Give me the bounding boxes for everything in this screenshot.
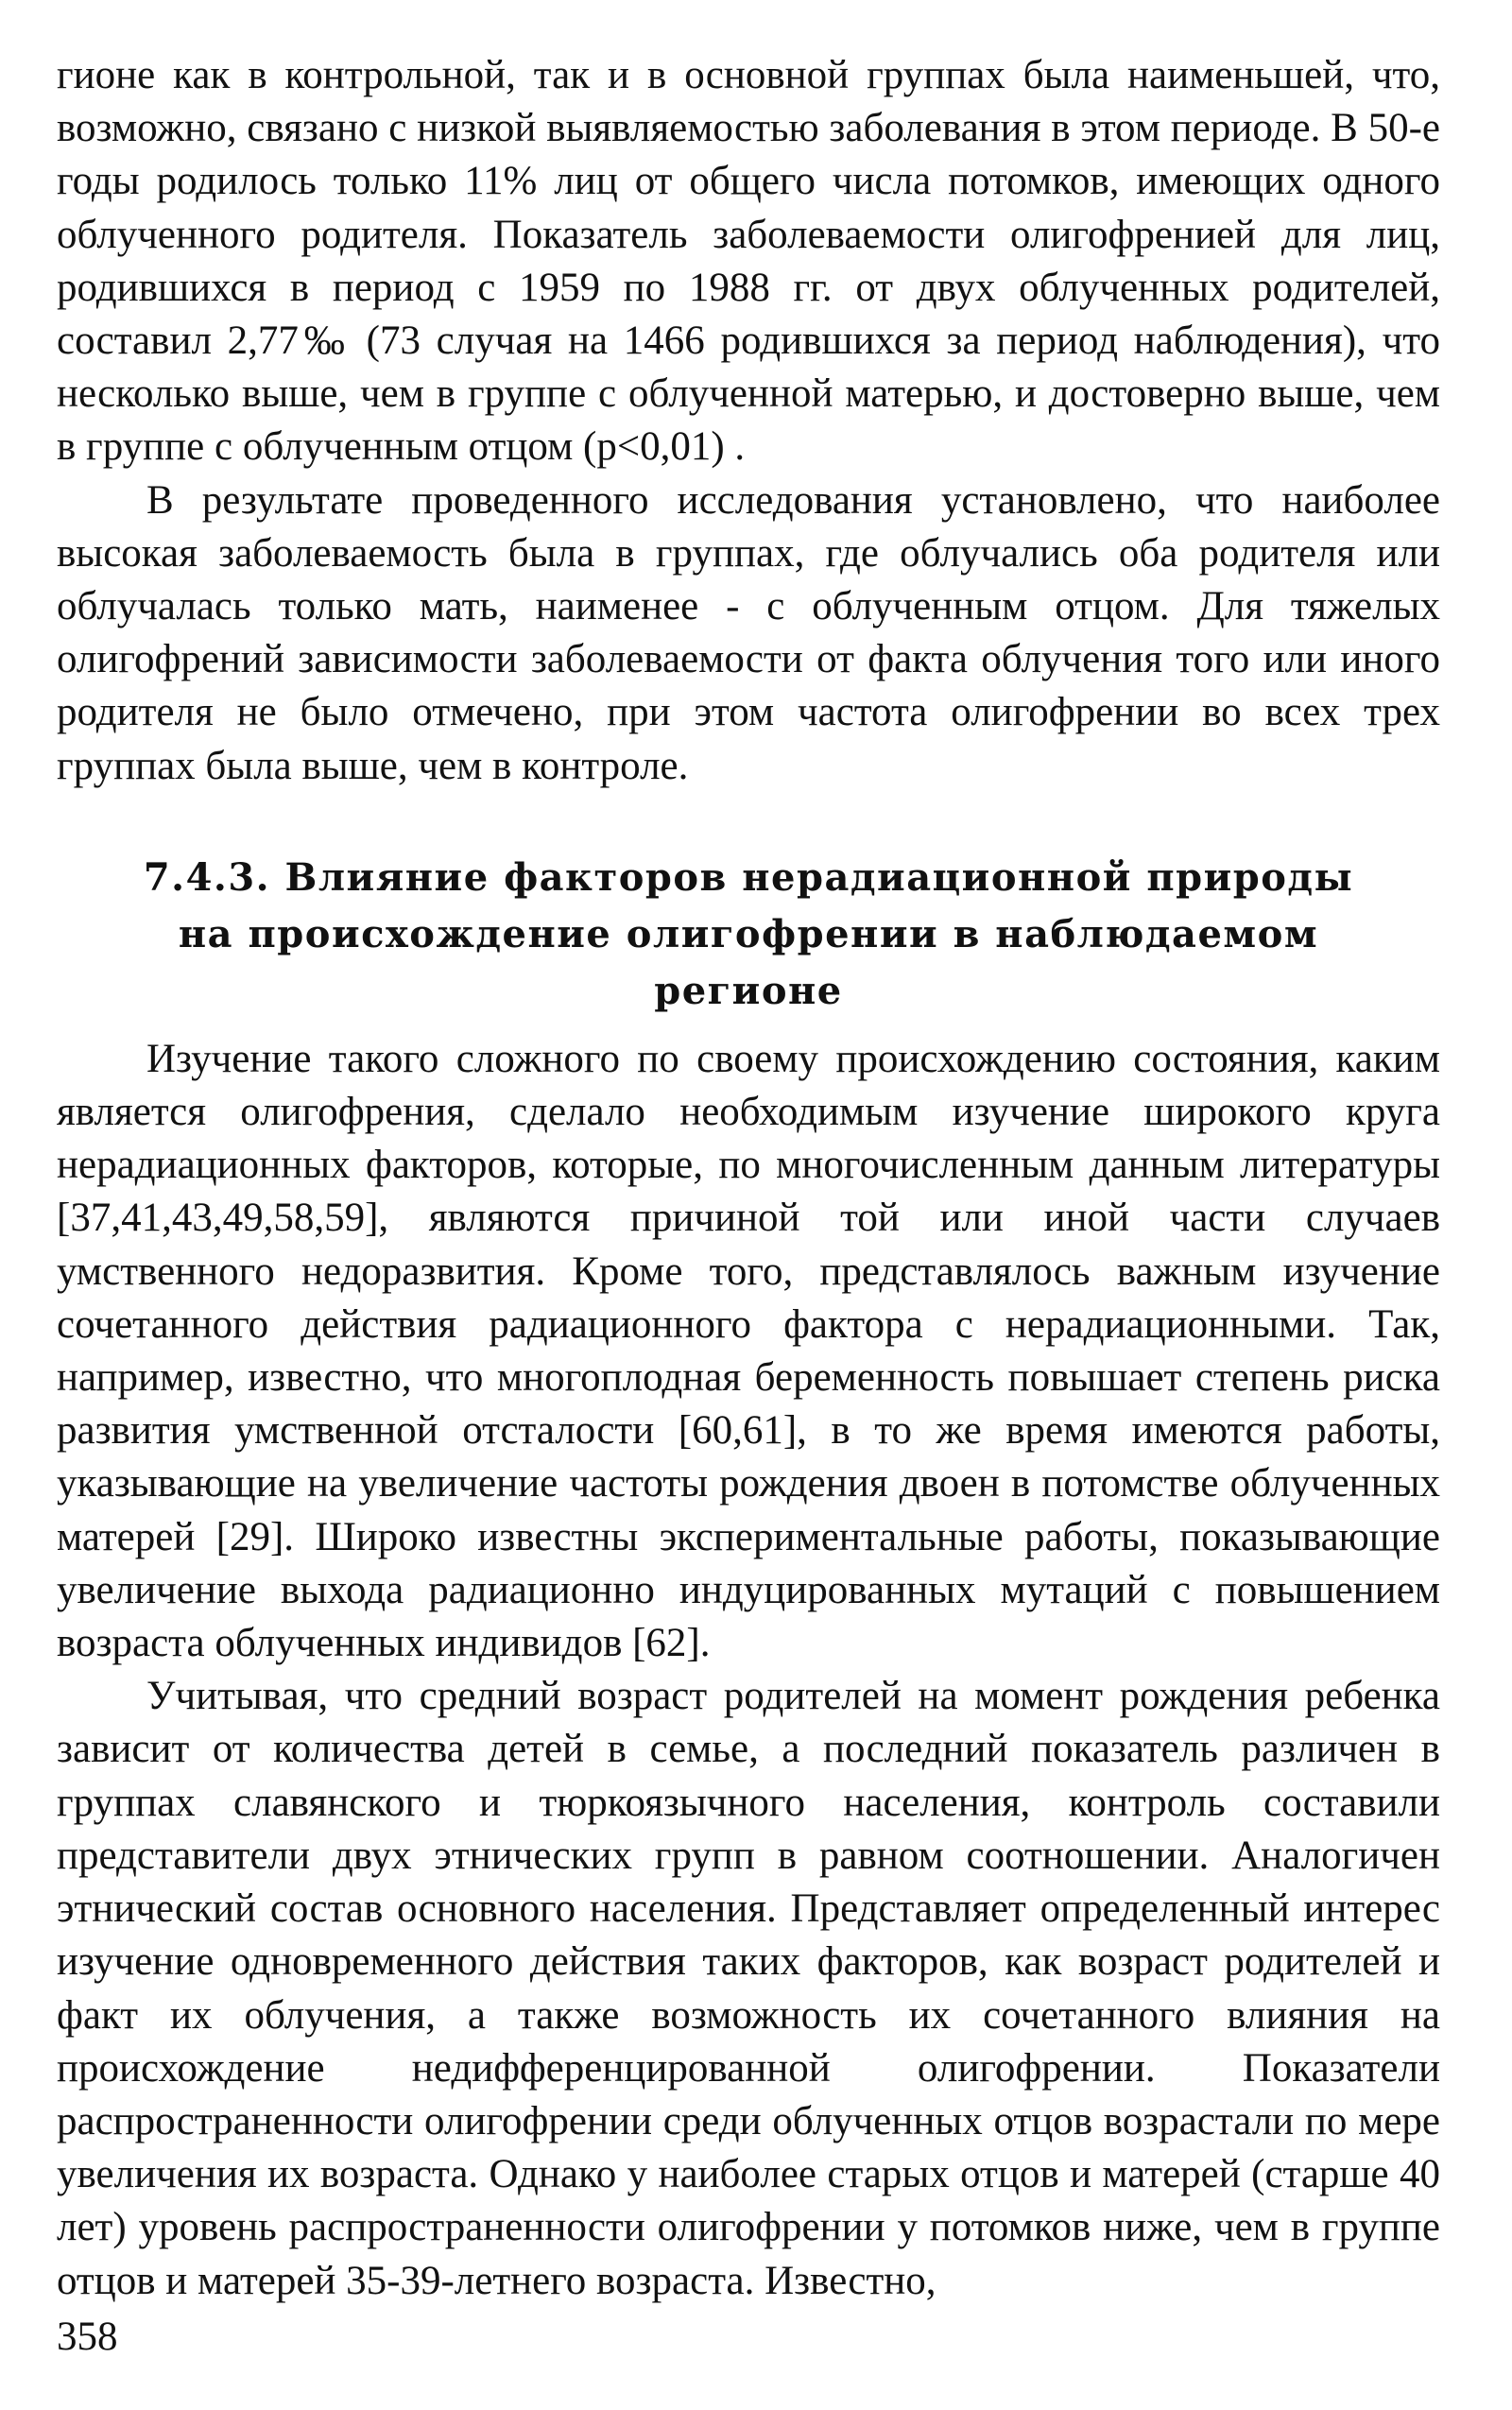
paragraph-parent-age: Учитывая, что средний возраст родителей на момент рождения ребенка зависит от количества детей в семье, а последний показатель различен в группах славянского и тюркоязычного населения, контроль составили представители двух этнических групп в равном соотношении. Аналогичен этнический состав основного населения. Представляет определенный интерес изучение одновременного действия таких факторов, как возраст родителей и факт их облучения, а также возможность их сочетанного влияния на происхождение недифференцированной олигофрении. Показатели распространенности олигофрении среди облученных отцов возрастали по мере увеличения их возраста. Однако у наиболее старых отцов и матерей (старше 40 лет) уровень распространенности олигофрении у потомков ниже, чем в группе отцов и матерей 35-39-летнего возраста. Известно, xyxy=(57,1674,1440,2303)
section-heading: 7.4.3. Влияние факторов нерадиационной природы на происхождение олигофрении в наблюдаемом регионе xyxy=(143,854,1354,1013)
page-number: 358 xyxy=(57,2315,118,2359)
paragraph-continuation: гионе как в контрольной, так и в основной группах была наименьшей, что, возможно, связано с низкой выявляемостью заболевания в этом периоде. В 50-е годы родилось только 11% лиц от общего числа потомков, имеющих одного облученного родителя. Показатель заболеваемости олигофренией для лиц, родившихся в период с 1959 по 1988 гг. от двух облученных родителей, составил 2,77‰ (73 случая на 1466 родившихся за период наблюдения), что несколько выше, чем в группе с облученной матерью, и достоверно выше, чем в группе с облученным отцом (p<0,01) . xyxy=(57,53,1440,470)
page-content xyxy=(57,49,1440,2308)
paragraph-results: В результате проведенного исследования установлено, что наиболее высокая заболеваемость была в группах, где облучались оба родителя или облучалась только мать, наименее - с облученным отцом. Для тяжелых олигофрений зависимости заболеваемости от факта облучения того или иного родителя не было отмечено, при этом частота олигофрении во всех трех группах была выше, чем в контроле. xyxy=(57,477,1440,788)
paragraph-study-factors: Изучение такого сложного по своему происхождению состояния, каким является олигофрения, сделало необходимым изучение широкого круга нерадиационных факторов, которые, по многочисленным данным литературы [37,41,43,49,58,59], являются причиной той или иной части случаев умственного недоразвития. Кроме того, представлялось важным изучение сочетанного действия радиационного фактора с нерадиационными. Так, например, известно, что многоплодная беременность повышает степень риска развития умственной отсталости [60,61], в то же время имеются работы, указывающие на увеличение частоты рождения двоен в потомстве облученных матерей [29]. Широко известны экспериментальные работы, показывающие увеличение выхода радиационно индуцированных мутаций с повышением возраста облученных индивидов [62]. xyxy=(57,1036,1440,1666)
